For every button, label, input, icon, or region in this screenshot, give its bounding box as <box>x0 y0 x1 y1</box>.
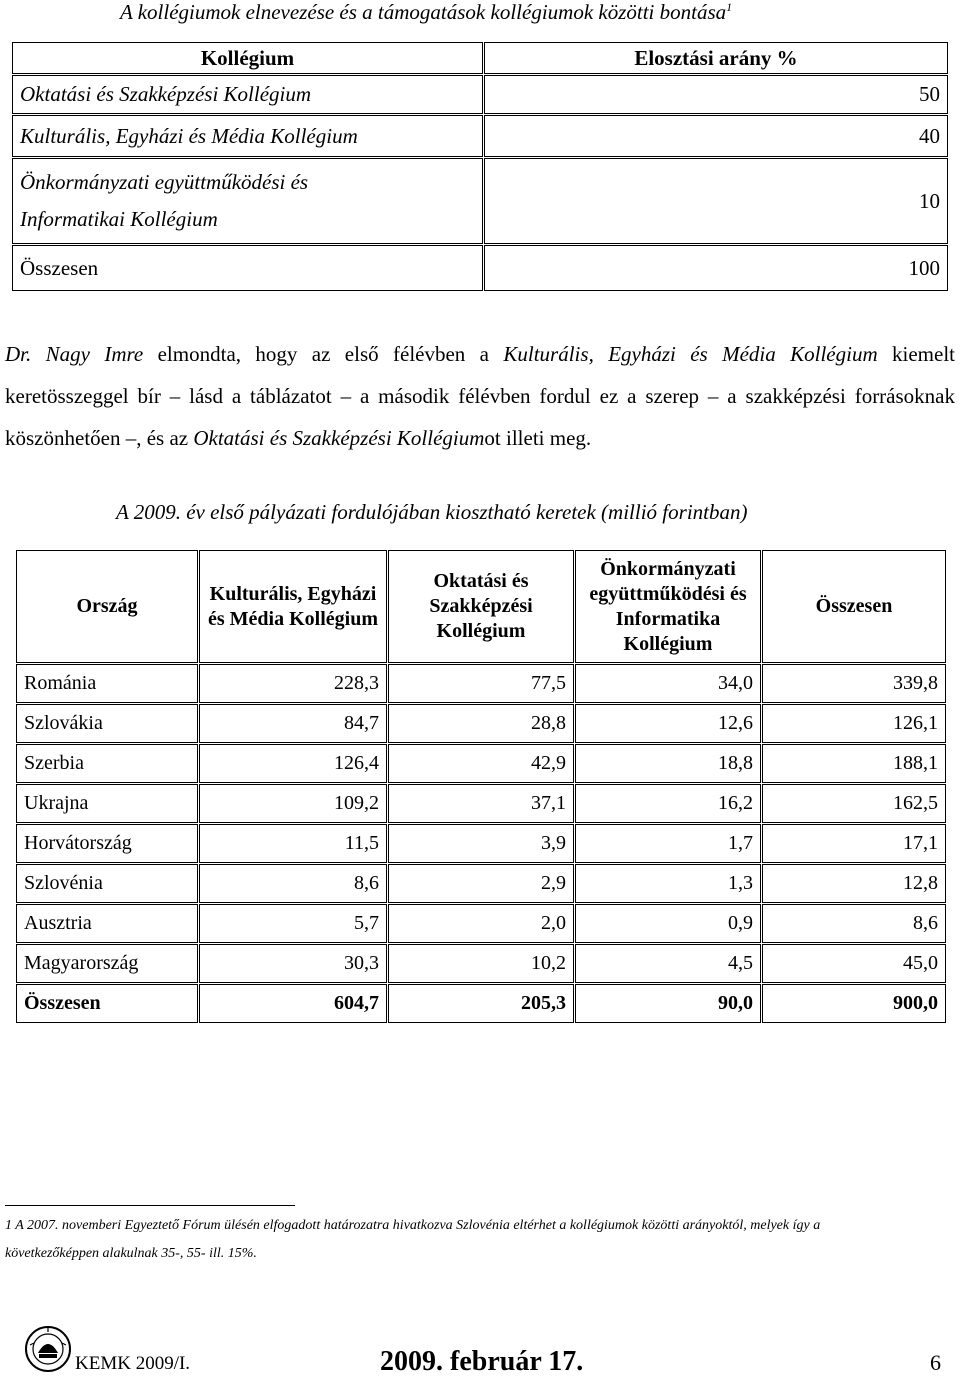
row-label <box>12 158 483 244</box>
value-cell: 2,9 <box>388 864 574 903</box>
table-row <box>12 158 948 244</box>
value-cell: 12,8 <box>762 864 946 903</box>
value-cell: 34,0 <box>575 664 761 703</box>
row-label: Kulturális, Egyházi és Média Kollégium <box>12 115 483 157</box>
country-cell: Románia <box>16 664 198 703</box>
footnote-marker: 1 <box>726 0 733 14</box>
table-row <box>16 704 946 743</box>
value-cell: 30,3 <box>199 944 387 983</box>
value-cell: 0,9 <box>575 904 761 943</box>
table-body <box>16 664 946 1023</box>
country-cell: Szlovénia <box>16 864 198 903</box>
value-cell: 42,9 <box>388 744 574 783</box>
header-kollegium: Kollégium <box>12 42 483 74</box>
value-cell: 10,2 <box>388 944 574 983</box>
footnote-line: 1 A 2007. novemberi Egyeztető Fórum ülésén elfogadott határozatra hivatkozva Szlovénia eltérhet a kollégiumok közötti arányoktól, melyek így a <box>5 1218 821 1233</box>
value-cell: 162,5 <box>762 784 946 823</box>
country-cell: Ausztria <box>16 904 198 943</box>
value-cell: 8,6 <box>762 904 946 943</box>
header-onkormanyzati: Önkormányzati együttműködési és Informatika Kollégium <box>575 550 761 663</box>
footnote-line: következőképpen alakulnak 35-, 55- ill. 15%. <box>5 1246 257 1261</box>
value-cell: 900,0 <box>762 984 946 1023</box>
total-row <box>12 245 948 291</box>
row-value: 40 <box>484 115 948 157</box>
header-osszesen: Összesen <box>762 550 946 663</box>
value-cell: 188,1 <box>762 744 946 783</box>
table-row <box>16 944 946 983</box>
kollegium-name: Oktatási és Szakképzési Kollégium <box>193 426 485 450</box>
text-run: elmondta, hogy az első félévben a <box>143 342 504 366</box>
value-cell: 90,0 <box>575 984 761 1023</box>
value-cell: 1,3 <box>575 864 761 903</box>
table-row <box>16 664 946 703</box>
header-oktatasi: Oktatási és Szakképzési Kollégium <box>388 550 574 663</box>
funds-table <box>15 549 947 1024</box>
table-row <box>16 864 946 903</box>
value-cell: 77,5 <box>388 664 574 703</box>
row-value: 10 <box>484 158 948 244</box>
row-label-line2: Informatikai Kollégium <box>20 207 218 231</box>
allocation-table <box>11 41 949 292</box>
value-cell: 45,0 <box>762 944 946 983</box>
value-cell: 11,5 <box>199 824 387 863</box>
table-row <box>12 115 948 157</box>
person-name: Dr. Nagy Imre <box>5 342 144 366</box>
value-cell: 126,4 <box>199 744 387 783</box>
footnote-separator <box>5 1205 295 1206</box>
value-cell: 28,8 <box>388 704 574 743</box>
country-cell: Ukrajna <box>16 784 198 823</box>
value-cell: 228,3 <box>199 664 387 703</box>
value-cell: 12,6 <box>575 704 761 743</box>
value-cell: 126,1 <box>762 704 946 743</box>
country-cell: Horvátország <box>16 824 198 863</box>
value-cell: 205,3 <box>388 984 574 1023</box>
page-number: 6 <box>930 1350 941 1375</box>
value-cell: 17,1 <box>762 824 946 863</box>
country-cell: Magyarország <box>16 944 198 983</box>
value-cell: 604,7 <box>199 984 387 1023</box>
value-cell: 37,1 <box>388 784 574 823</box>
value-cell: 1,7 <box>575 824 761 863</box>
value-cell: 16,2 <box>575 784 761 823</box>
value-cell: 339,8 <box>762 664 946 703</box>
value-cell: 5,7 <box>199 904 387 943</box>
header-elosztasi-arany: Elosztási arány % <box>484 42 948 74</box>
table-row <box>16 744 946 783</box>
total-label: Összesen <box>12 245 483 291</box>
kollegium-name: Kulturális, Egyházi és Média Kollégium <box>503 342 878 366</box>
value-cell: 18,8 <box>575 744 761 783</box>
header-orszag: Ország <box>16 550 198 663</box>
footer-code: KEMK 2009/I. <box>75 1353 191 1374</box>
country-cell: Szlovákia <box>16 704 198 743</box>
footnote <box>5 1212 955 1268</box>
table-row <box>16 904 946 943</box>
total-value: 100 <box>484 245 948 291</box>
table-row <box>12 75 948 114</box>
table2-title: A 2009. év első pályázati fordulójában kiosztható keretek (millió forintban) <box>116 500 748 524</box>
value-cell: 4,5 <box>575 944 761 983</box>
value-cell: 84,7 <box>199 704 387 743</box>
country-cell: Szerbia <box>16 744 198 783</box>
total-row <box>16 984 946 1023</box>
value-cell: 109,2 <box>199 784 387 823</box>
table-row <box>16 824 946 863</box>
body-paragraph <box>5 333 955 459</box>
value-cell: 8,6 <box>199 864 387 903</box>
table-header-row <box>16 550 946 663</box>
row-value: 50 <box>484 75 948 114</box>
seal-logo-icon <box>24 1325 72 1373</box>
footer-date: 2009. február 17. <box>380 1346 584 1377</box>
country-cell: Összesen <box>16 984 198 1023</box>
header-kulturalis: Kulturális, Egyházi és Média Kollégium <box>199 550 387 663</box>
value-cell: 3,9 <box>388 824 574 863</box>
text-run: kiemelt keretösszeggel bír – lásd a táblázatot – a második félévben fordul ez a szerep – a szakképzési forrásoknak köszönhetően –, és az <box>5 342 956 450</box>
row-label: Oktatási és Szakképzési Kollégium <box>12 75 483 114</box>
row-label-line1: Önkormányzati együttműködési és <box>20 170 309 194</box>
table1-title: A kollégiumok elnevezése és a támogatások kollégiumok közötti bontása$^1$ <box>120 0 733 24</box>
table-header-row <box>12 42 948 74</box>
value-cell: 2,0 <box>388 904 574 943</box>
text-run: ot illeti meg. <box>484 426 592 450</box>
table-row <box>16 784 946 823</box>
